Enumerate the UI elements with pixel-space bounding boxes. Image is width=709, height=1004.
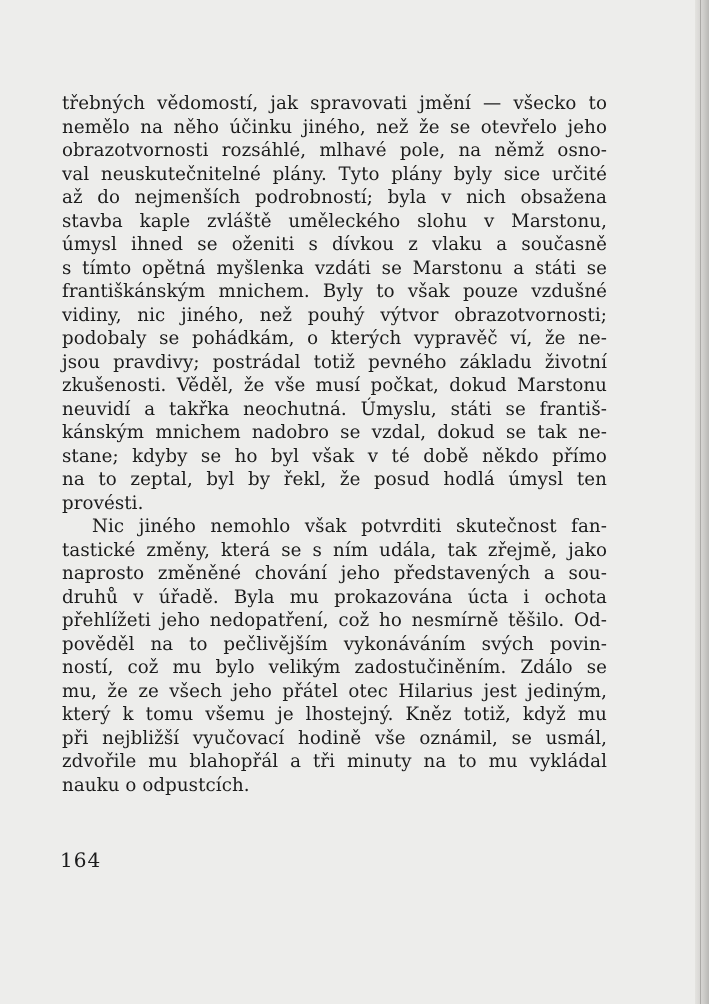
text-line: podobaly se pohádkám, o kterých vypravěč ví, že ne- xyxy=(62,328,607,349)
text-line: až do nejmenších podrobností; byla v nich obsažena xyxy=(62,187,607,208)
text-line: františkánským mnichem. Byly to však pouze vzdušné xyxy=(62,281,607,302)
text-line: kánským mnichem nadobro se vzdal, dokud se tak ne- xyxy=(62,422,607,443)
text-line: který k tomu všemu je lhostejný. Kněz totiž, když mu xyxy=(62,704,607,725)
text-line: obrazotvornosti rozsáhlé, mlhavé pole, na němž osno- xyxy=(62,140,607,161)
body-text xyxy=(62,92,607,797)
text-line: stavba kaple zvláště uměleckého slohu v Marstonu, xyxy=(62,210,607,232)
text-line: úmysl ihned se oženiti s dívkou z vlaku a současně xyxy=(62,234,607,255)
text-line: pověděl na to pečlivějším vykonáváním svých povin- xyxy=(62,633,607,655)
text-line: vidiny, nic jiného, než pouhý výtvor obrazotvornosti; xyxy=(62,304,607,326)
text-line: nemělo na něho účinku jiného, než že se otevřelo jeho xyxy=(62,116,607,138)
text-line: provésti. xyxy=(62,492,144,514)
text-line: zkušenosti. Věděl, že vše musí počkat, dokud Marstonu xyxy=(62,375,607,396)
text-line: jsou pravdivy; postrádal totiž pevného základu životní xyxy=(62,351,607,373)
text-line: na to zeptal, byl by řekl, že posud hodlá úmysl ten xyxy=(62,469,607,490)
text-line-paragraph-start: Nic jiného nemohlo však potvrditi skutečnost fan- xyxy=(92,516,607,537)
page-number: 164 xyxy=(60,848,102,872)
text-line: neuvidí a takřka neochutná. Úmyslu, státi se františ- xyxy=(62,398,607,420)
text-line: přehlížeti jeho nedopatření, což ho nesmírně těšilo. Od- xyxy=(62,610,607,631)
text-line: s tímto opětná myšlenka vzdáti se Marstonu a státi se xyxy=(62,257,607,279)
page-edge-shadow xyxy=(695,0,709,1004)
text-line: druhů v úřadě. Byla mu prokazována úcta i ochota xyxy=(62,586,607,608)
text-line: tastické změny, která se s ním udála, tak zřejmě, jako xyxy=(62,539,607,561)
text-line: mu, že ze všech jeho přátel otec Hilarius jest jediným, xyxy=(62,680,607,702)
page-gutter-line xyxy=(700,0,701,1004)
text-line: třebných vědomostí, jak spravovati jmění — všecko to xyxy=(62,93,607,114)
text-line: naprosto změněné chování jeho představených a sou- xyxy=(62,563,607,584)
text-line: při nejbližší vyučovací hodině vše oznámil, se usmál, xyxy=(62,727,607,749)
text-line: ností, což mu bylo velikým zadostučiněním. Zdálo se xyxy=(62,657,607,678)
text-line: stane; kdyby se ho byl však v té době někdo přímo xyxy=(62,445,607,467)
text-line: nauku o odpustcích. xyxy=(62,774,250,796)
text-line: val neuskutečnitelné plány. Tyto plány byly sice určité xyxy=(62,163,607,185)
text-line: zdvořile mu blahopřál a tři minuty na to mu vykládal xyxy=(62,751,607,772)
